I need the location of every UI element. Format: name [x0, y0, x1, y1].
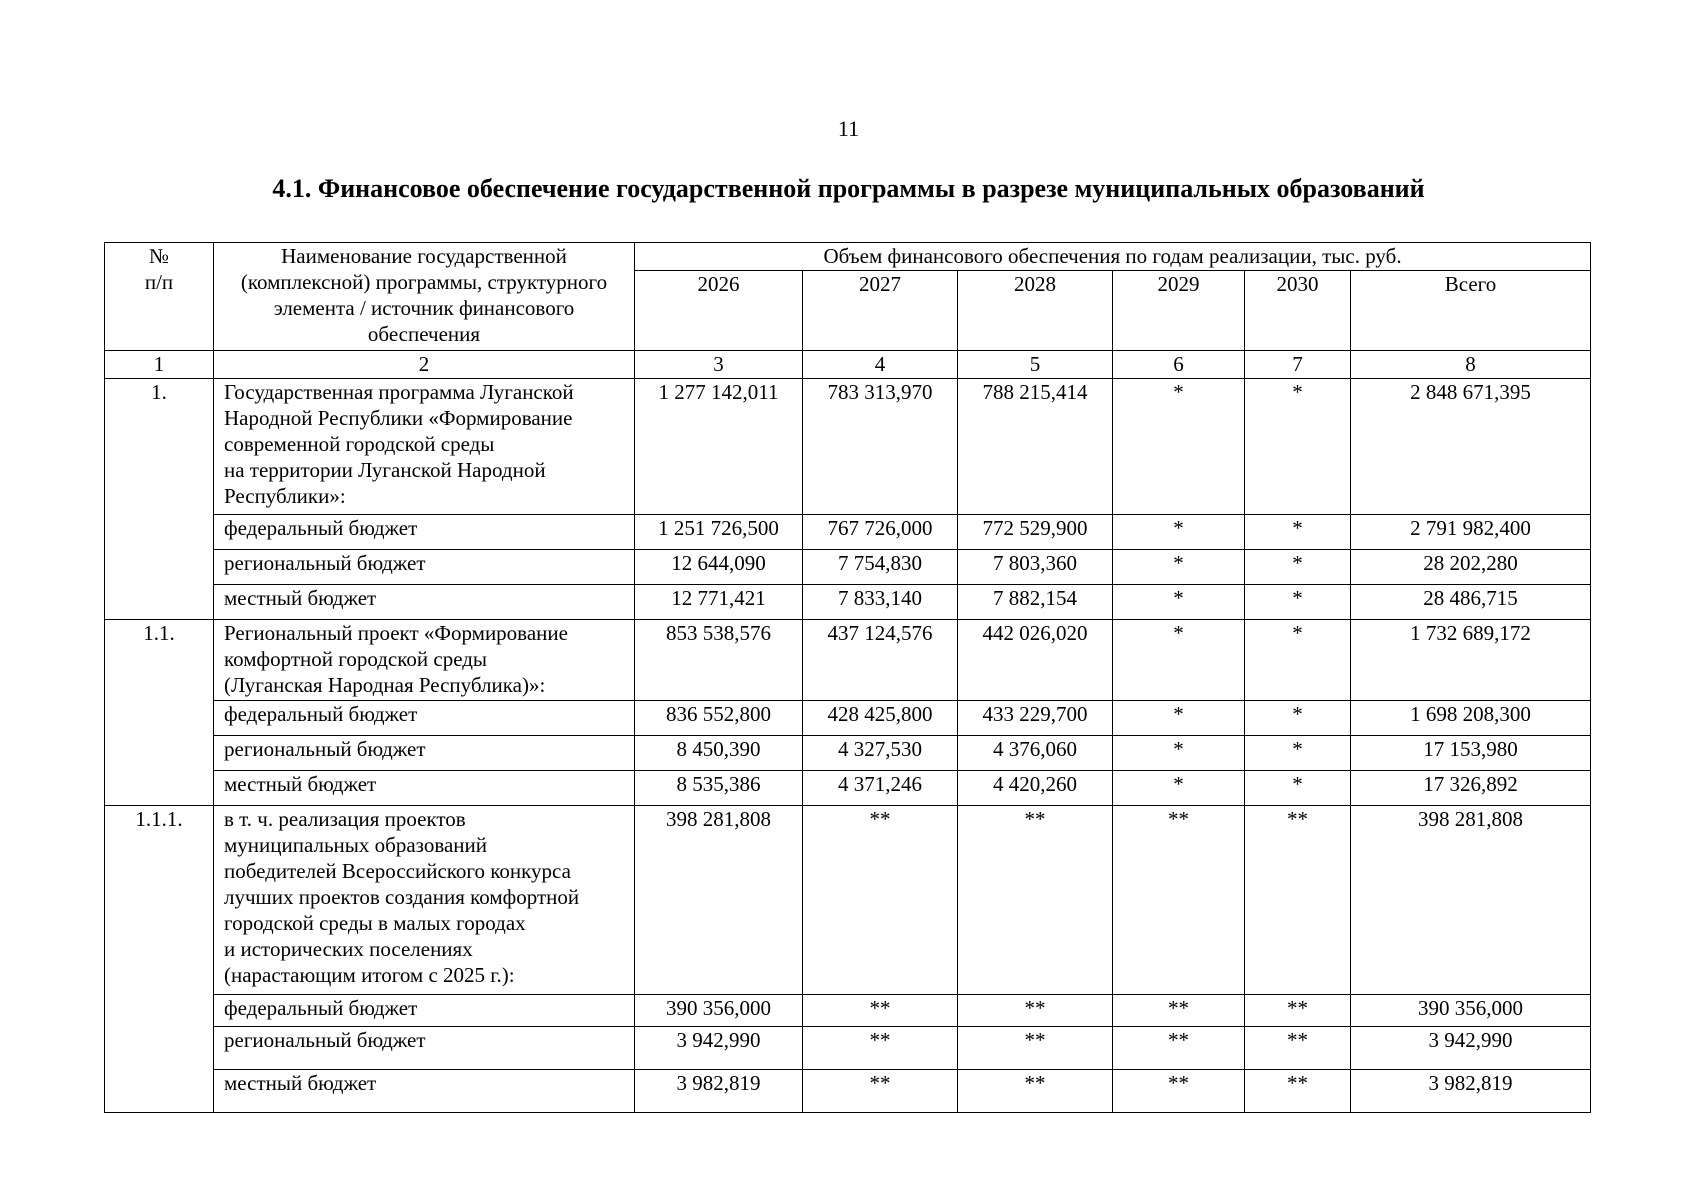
row-total: 390 356,000 — [1351, 995, 1591, 1027]
column-number: 8 — [1351, 351, 1591, 379]
row-value: ** — [1245, 806, 1351, 995]
row-total: 398 281,808 — [1351, 806, 1591, 995]
row-value: 7 754,830 — [803, 550, 958, 585]
row-value: * — [1113, 515, 1245, 550]
header-total: Всего — [1351, 271, 1591, 351]
row-total: 2 791 982,400 — [1351, 515, 1591, 550]
row-value: 836 552,800 — [635, 701, 803, 736]
row-value: * — [1245, 771, 1351, 806]
column-number: 3 — [635, 351, 803, 379]
row-value: ** — [803, 806, 958, 995]
row-value: ** — [958, 806, 1113, 995]
column-number-row — [105, 351, 1591, 379]
row-value: 12 644,090 — [635, 550, 803, 585]
row-value: ** — [958, 995, 1113, 1027]
row-value: * — [1245, 585, 1351, 620]
row-value: 437 124,576 — [803, 620, 958, 701]
row-value: 8 535,386 — [635, 771, 803, 806]
column-number: 4 — [803, 351, 958, 379]
table-row — [105, 550, 1591, 585]
table-row — [105, 585, 1591, 620]
row-number: 1.1.1. — [105, 806, 214, 1113]
row-number: 1. — [105, 379, 214, 620]
header-name: Наименование государственной (комплексной) программы, структурного элемента / источник финансового обеспечения — [214, 243, 635, 351]
row-value: 8 450,390 — [635, 736, 803, 771]
row-total: 3 982,819 — [1351, 1070, 1591, 1113]
column-number: 2 — [214, 351, 635, 379]
row-total: 1 698 208,300 — [1351, 701, 1591, 736]
row-total: 28 486,715 — [1351, 585, 1591, 620]
row-value: ** — [1113, 1027, 1245, 1070]
row-value: ** — [958, 1027, 1113, 1070]
row-name: местный бюджет — [214, 771, 635, 806]
row-value: ** — [958, 1070, 1113, 1113]
row-name: региональный бюджет — [214, 736, 635, 771]
row-value: 853 538,576 — [635, 620, 803, 701]
row-name: федеральный бюджет — [214, 995, 635, 1027]
row-value: * — [1113, 550, 1245, 585]
row-value: * — [1245, 701, 1351, 736]
row-name: местный бюджет — [214, 1070, 635, 1113]
row-value: 4 376,060 — [958, 736, 1113, 771]
row-name: федеральный бюджет — [214, 701, 635, 736]
page-title: 4.1. Финансовое обеспечение государственной программы в разрезе муниципальных образований — [272, 174, 1425, 203]
row-value: 3 942,990 — [635, 1027, 803, 1070]
row-name: региональный бюджет — [214, 1027, 635, 1070]
header-volume: Объем финансового обеспечения по годам реализации, тыс. руб. — [635, 243, 1591, 271]
row-number: 1.1. — [105, 620, 214, 806]
row-value: 442 026,020 — [958, 620, 1113, 701]
table-row — [105, 1027, 1591, 1070]
row-value: 390 356,000 — [635, 995, 803, 1027]
row-name: Государственная программа Луганской Народной Республики «Формирование современной городской среды на территории Луганской Народной Республики»: — [214, 379, 635, 515]
table-row — [105, 620, 1591, 701]
row-value: 428 425,800 — [803, 701, 958, 736]
row-value: * — [1245, 736, 1351, 771]
row-total: 2 848 671,395 — [1351, 379, 1591, 515]
row-value: 772 529,900 — [958, 515, 1113, 550]
header-year: 2030 — [1245, 271, 1351, 351]
header-num: № п/п — [105, 243, 214, 351]
row-value: * — [1113, 736, 1245, 771]
row-value: 4 371,246 — [803, 771, 958, 806]
row-value: * — [1245, 550, 1351, 585]
header-year: 2027 — [803, 271, 958, 351]
table-row — [105, 771, 1591, 806]
row-value: ** — [1113, 1070, 1245, 1113]
table-row — [105, 995, 1591, 1027]
row-value: ** — [1245, 995, 1351, 1027]
page-number: 11 — [837, 116, 860, 141]
row-value: ** — [1113, 806, 1245, 995]
row-value: 788 215,414 — [958, 379, 1113, 515]
row-total: 17 326,892 — [1351, 771, 1591, 806]
row-name: региональный бюджет — [214, 550, 635, 585]
row-name: Региональный проект «Формирование комфортной городской среды (Луганская Народная Республика)»: — [214, 620, 635, 701]
row-name: в т. ч. реализация проектов муниципальных образований победителей Всероссийского конкурса лучших проектов создания комфортной городской среды в малых городах и исторических поселениях (нарастающим итогом с 2025 г.): — [214, 806, 635, 995]
row-value: ** — [1245, 1027, 1351, 1070]
table-row — [105, 806, 1591, 995]
row-value: * — [1245, 379, 1351, 515]
column-number: 1 — [105, 351, 214, 379]
row-value: 7 882,154 — [958, 585, 1113, 620]
table-row — [105, 1070, 1591, 1113]
row-value: * — [1113, 771, 1245, 806]
row-value: * — [1113, 701, 1245, 736]
row-value: 398 281,808 — [635, 806, 803, 995]
row-value: * — [1113, 620, 1245, 701]
table-row — [105, 736, 1591, 771]
header-year: 2028 — [958, 271, 1113, 351]
table-row — [105, 515, 1591, 550]
row-value: * — [1113, 379, 1245, 515]
row-value: 433 229,700 — [958, 701, 1113, 736]
table-row — [105, 701, 1591, 736]
row-value: 4 327,530 — [803, 736, 958, 771]
row-value: 12 771,421 — [635, 585, 803, 620]
row-value: 783 313,970 — [803, 379, 958, 515]
row-value: ** — [1113, 995, 1245, 1027]
row-total: 1 732 689,172 — [1351, 620, 1591, 701]
row-value: * — [1245, 620, 1351, 701]
header-year: 2029 — [1113, 271, 1245, 351]
table-row — [105, 379, 1591, 515]
column-number: 5 — [958, 351, 1113, 379]
row-value: ** — [1245, 1070, 1351, 1113]
column-number: 6 — [1113, 351, 1245, 379]
row-value: 7 803,360 — [958, 550, 1113, 585]
row-name: местный бюджет — [214, 585, 635, 620]
row-total: 28 202,280 — [1351, 550, 1591, 585]
row-value: 1 251 726,500 — [635, 515, 803, 550]
column-number: 7 — [1245, 351, 1351, 379]
row-total: 3 942,990 — [1351, 1027, 1591, 1070]
row-value: ** — [803, 995, 958, 1027]
row-value: 4 420,260 — [958, 771, 1113, 806]
row-value: * — [1245, 515, 1351, 550]
row-value: 3 982,819 — [635, 1070, 803, 1113]
header-year: 2026 — [635, 271, 803, 351]
row-value: 767 726,000 — [803, 515, 958, 550]
row-value: * — [1113, 585, 1245, 620]
row-total: 17 153,980 — [1351, 736, 1591, 771]
row-value: ** — [803, 1027, 958, 1070]
row-value: 1 277 142,011 — [635, 379, 803, 515]
row-value: ** — [803, 1070, 958, 1113]
row-value: 7 833,140 — [803, 585, 958, 620]
row-name: федеральный бюджет — [214, 515, 635, 550]
financing-table — [104, 242, 1591, 1113]
